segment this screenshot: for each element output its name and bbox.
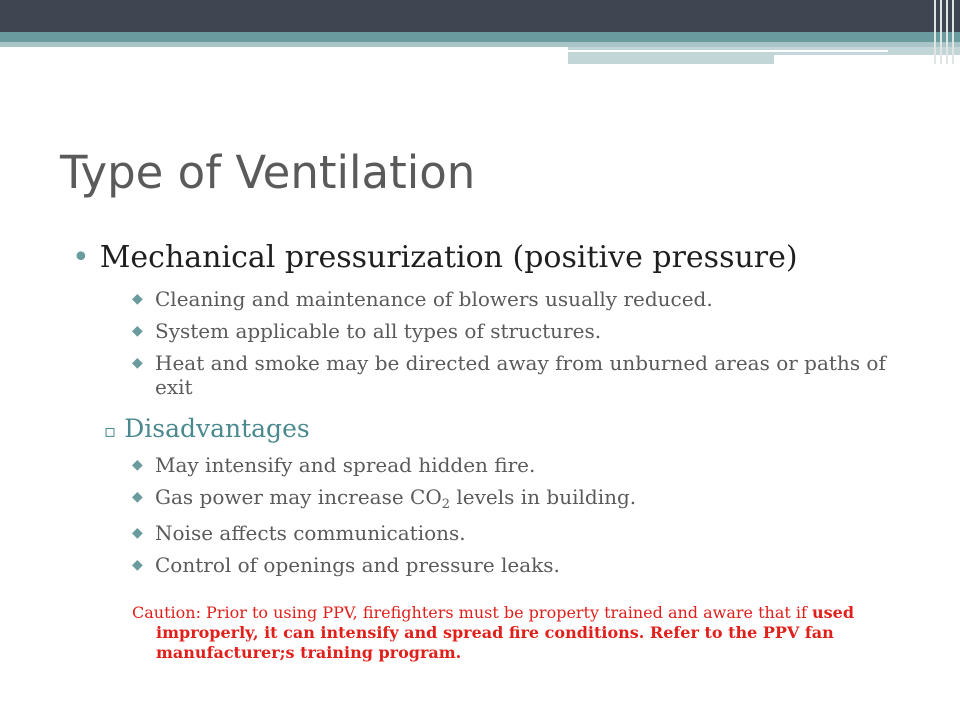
- diamond-bullet-icon: ◆: [132, 457, 143, 473]
- disadvantages-heading: ▫ Disadvantages: [104, 414, 310, 443]
- disadvantages-list: [132, 453, 912, 585]
- diamond-bullet-icon: ◆: [132, 489, 143, 505]
- diamond-bullet-icon: ◆: [132, 291, 143, 307]
- header-band-light-short: [568, 55, 774, 64]
- header-band-divider: [568, 50, 888, 52]
- diamond-bullet-icon: ◆: [132, 557, 143, 573]
- list-item: ◆ Noise affects communications.: [132, 521, 466, 545]
- header-band-teal: [0, 32, 960, 42]
- header-edge-stripes: [930, 0, 960, 64]
- diamond-bullet-icon: ◆: [132, 525, 143, 541]
- slide-title: Type of Ventilation: [60, 146, 476, 199]
- list-item: ◆ Heat and smoke may be directed away from unburned areas or paths of exit: [132, 351, 886, 399]
- caution-note: [132, 603, 946, 663]
- caution-plain-text: Caution: Prior to using PPV, firefighters must be property trained and aware that if: [132, 603, 813, 622]
- co2-subscript: 2: [441, 497, 451, 512]
- square-bullet-icon: ▫: [104, 421, 117, 442]
- list-item: ◆ May intensify and spread hidden fire.: [132, 453, 536, 477]
- diamond-bullet-icon: ◆: [132, 323, 143, 339]
- list-item: ◆ Cleaning and maintenance of blowers usually reduced.: [132, 287, 713, 311]
- list-item: ◆ Gas power may increase $CO_2$ levels in building.: [132, 485, 637, 512]
- dot-bullet-icon: •: [72, 240, 90, 275]
- level1-bullet: [72, 240, 798, 275]
- caution-bold-text: used improperly, it can intensify and spread fire conditions. Refer to the PPV fan manufacturer;s training program.: [156, 603, 855, 662]
- level1-text: Mechanical pressurization (positive pressure): [99, 240, 798, 275]
- advantages-list: [132, 287, 912, 407]
- diamond-bullet-icon: ◆: [132, 355, 143, 371]
- list-item: ◆ Control of openings and pressure leaks.: [132, 553, 560, 577]
- header-band-dark: [0, 0, 960, 32]
- list-item: ◆ System applicable to all types of structures.: [132, 319, 602, 343]
